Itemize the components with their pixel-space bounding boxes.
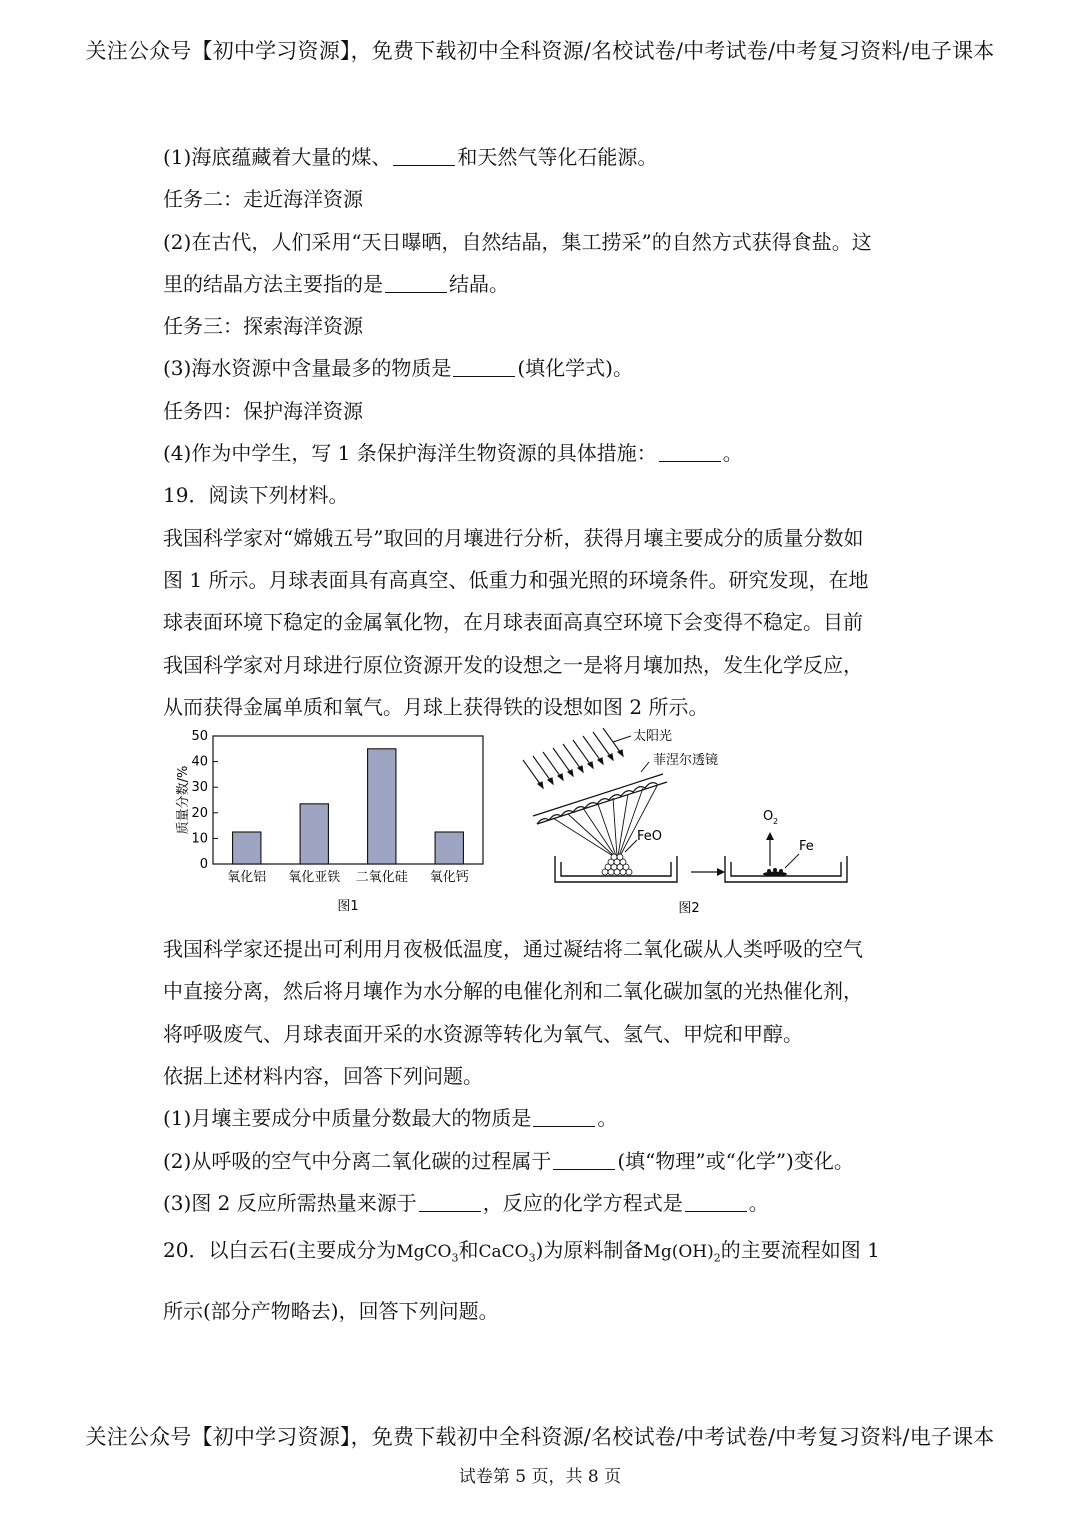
q19-para1-line: 我国科学家对“嫦娥五号”取回的月壤进行分析，获得月壤主要成分的质量分数如: [163, 525, 864, 550]
q19-para2-line: 将呼吸废气、月球表面开采的水资源等转化为氧气、氢气、甲烷和甲醇。: [163, 1021, 803, 1046]
answer-blank: [659, 439, 721, 462]
figure1-bar-chart: [173, 728, 493, 918]
q19-sub3: (3)图 2 反应所需热量来源于 ，反应的化学方程式是 。: [163, 1190, 769, 1215]
chart-bars: [233, 749, 464, 864]
figure1-caption: 图1: [337, 899, 359, 915]
formula-mgoh2: $Mg(OH)_2$: [643, 1242, 721, 1265]
q19-para1-line: 我国科学家对月球进行原位资源开发的设想之一是将月壤加热，发生化学反应，: [163, 652, 863, 677]
formula-caco3: CaCO$_3$: [478, 1242, 536, 1265]
y-axis-label: 质量分数/%: [176, 765, 191, 835]
answer-blank: [453, 354, 515, 377]
y-tick-label: 50: [191, 729, 208, 745]
page-number: 试卷第 5 页，共 8 页: [458, 1467, 622, 1487]
q20-line1: 20．以白云石(主要成分为MgCO$_3$和CaCO$_3$)为原料制备$Mg(OH)_2$的主要流程如图 1: [163, 1238, 880, 1265]
task3-heading: 任务三：探索海洋资源: [163, 314, 363, 339]
q18-sub1: (1)海底蕴藏着大量的煤、 和天然气等化石能源。: [163, 145, 658, 169]
y-tick-label: 0: [199, 857, 208, 873]
bar-2: [300, 804, 328, 864]
exam-content: [163, 136, 933, 1337]
figures-row: [163, 728, 933, 928]
y-tick-label: 20: [191, 805, 208, 821]
y-tick-label: 40: [191, 754, 208, 770]
x-tick-label: 二氧化硅: [355, 870, 408, 886]
figure2-caption: 图2: [678, 901, 700, 917]
lens-label: 菲涅尔透镜: [653, 753, 719, 769]
x-tick-label: 氧化铝: [227, 870, 267, 886]
feo-pointer: [625, 840, 637, 852]
formula-mgco3: MgCO$_3$: [396, 1242, 459, 1265]
process-arrow: [691, 868, 725, 876]
answer-blank: [685, 1189, 747, 1212]
q19-para2-line: 中直接分离，然后将月壤作为水分解的电催化剂和二氧化碳加氢的光热催化剂，: [163, 979, 863, 1004]
sunlight-label: 太阳光: [633, 729, 673, 745]
o2-arrow: [766, 832, 774, 866]
bar-1: [233, 832, 261, 864]
feo-label: FeO: [637, 829, 662, 845]
q20-line2: 所示(部分产物略去)，回答下列问题。: [163, 1298, 499, 1323]
bottom-promo-banner: 关注公众号【初中学习资源】，免费下载初中全科资源/名校试卷/中考试卷/中考复习资料/电子课本: [85, 1425, 995, 1449]
q19-instruction: 依据上述材料内容，回答下列问题。: [163, 1064, 483, 1089]
q19-para1-line: 从而获得金属单质和氧气。月球上获得铁的设想如图 2 所示。: [163, 694, 709, 719]
bar-4: [435, 832, 463, 864]
q18-sub2-line2: 里的结晶方法主要指的是 结晶。: [163, 271, 509, 296]
q19-para2-line: 我国科学家还提出可利用月夜极低温度，通过凝结将二氧化碳从人类呼吸的空气: [163, 937, 863, 962]
task4-heading: 任务四：保护海洋资源: [163, 398, 363, 423]
right-tray: [725, 856, 847, 882]
answer-blank: [385, 270, 447, 293]
fe-pointer: [785, 854, 799, 868]
sunlight-pointer: [613, 736, 631, 742]
answer-blank: [533, 1104, 595, 1127]
answer-blank: [553, 1147, 615, 1170]
fe-particles: [763, 868, 787, 877]
q18-sub3: (3)海水资源中含量最多的物质是 (填化学式)。: [163, 356, 633, 381]
feo-pile: [602, 854, 632, 875]
y-tick-label: 30: [191, 780, 208, 796]
o2-label: O: [763, 809, 774, 825]
q19-title: 19．阅读下列材料。: [163, 483, 349, 508]
bar-3: [368, 749, 396, 864]
q19-para1-line: 图 1 所示。月球表面具有高真空、低重力和强光照的环境条件。研究发现，在地: [163, 567, 869, 592]
x-tick-label: 氧化亚铁: [288, 870, 341, 886]
y-tick-label: 10: [191, 831, 208, 847]
figure2-diagram: [513, 728, 853, 918]
top-promo-banner: 关注公众号【初中学习资源】，免费下载初中全科资源/名校试卷/中考试卷/中考复习资料/电子课本: [85, 39, 995, 63]
q19-sub1: (1)月壤主要成分中质量分数最大的物质是 。: [163, 1106, 618, 1131]
x-tick-label: 氧化钙: [429, 870, 469, 886]
task2-heading: 任务二：走近海洋资源: [163, 187, 363, 212]
focused-rays: [553, 784, 658, 856]
q19-sub2: (2)从呼吸的空气中分离二氧化碳的过程属于 (填“物理”或“化学”)变化。: [163, 1148, 854, 1173]
o2-subscript: 2: [773, 817, 779, 827]
q19-para1-line: 球表面环境下稳定的金属氧化物，在月球表面高真空环境下会变得不稳定。目前: [163, 610, 863, 635]
answer-blank: [393, 143, 455, 166]
q18-sub4: (4)作为中学生，写 1 条保护海洋生物资源的具体措施： 。: [163, 441, 743, 466]
fe-label: Fe: [799, 839, 814, 855]
q18-sub2-line1: (2)在古代，人们采用“天日曝晒，自然结晶，集工捞采”的自然方式获得食盐。这: [163, 229, 872, 254]
answer-blank: [419, 1189, 481, 1212]
sunlight-rays: [523, 728, 623, 788]
lens-pointer: [641, 762, 649, 772]
